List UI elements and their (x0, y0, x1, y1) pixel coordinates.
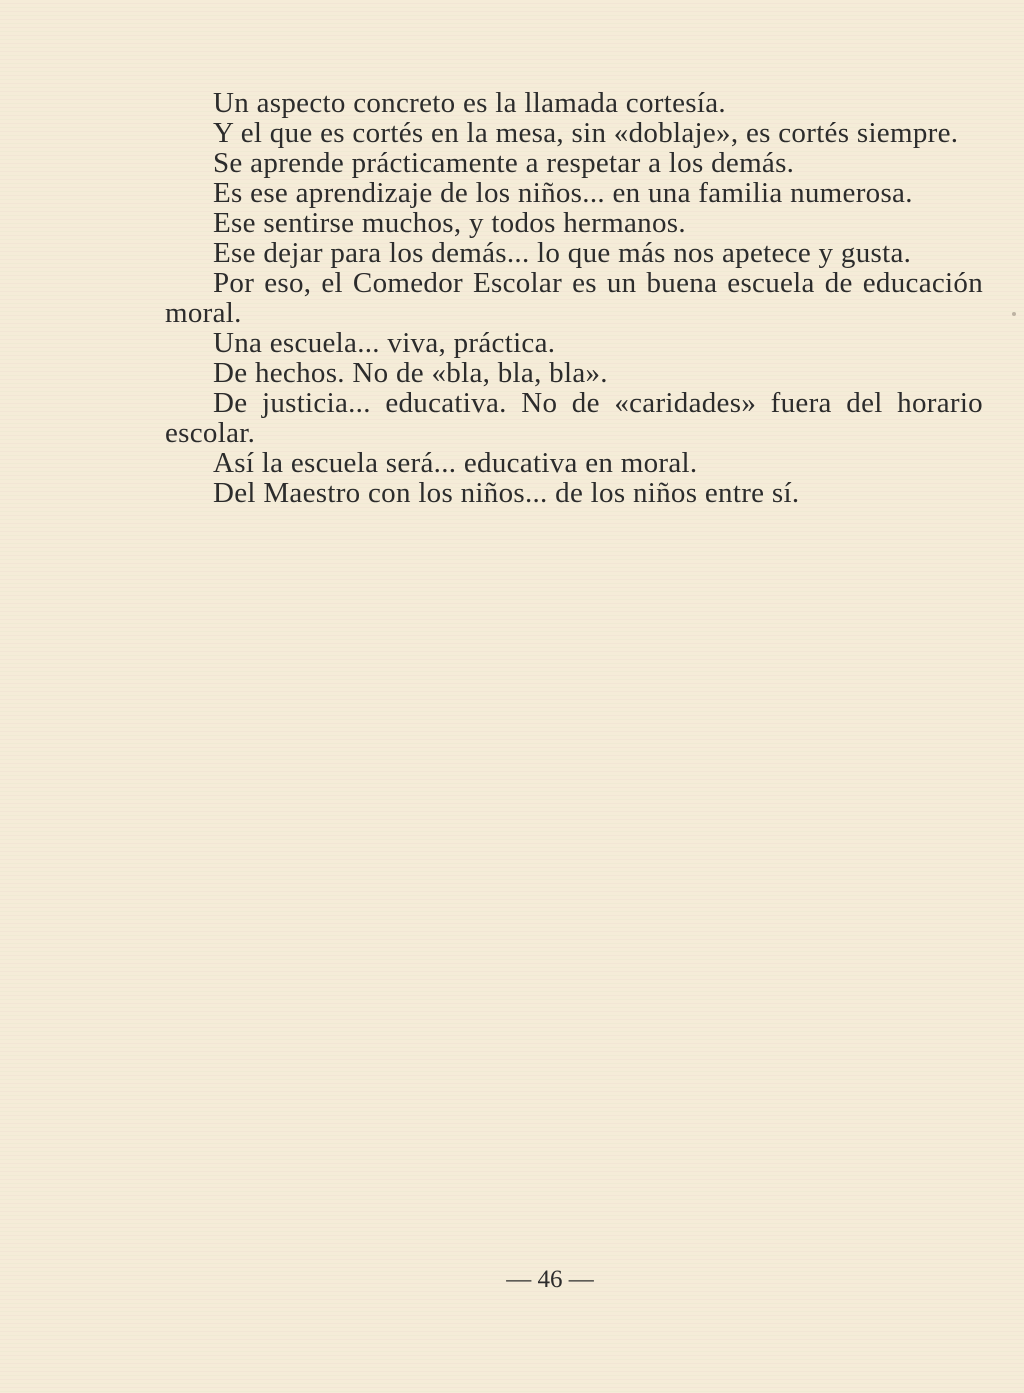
paragraph: Ese sentirse muchos, y todos hermanos. (213, 207, 686, 239)
paragraph: De justicia... educativa. No de «caridades» fuera del horario escolar. (165, 387, 983, 449)
paragraph: Un aspecto concreto es la llamada cortesía. (213, 87, 726, 119)
paragraph: Es ese aprendizaje de los niños... en una familia numerosa. (213, 177, 913, 209)
body-text (165, 88, 983, 508)
paragraph: Una escuela... viva, práctica. (213, 327, 556, 359)
paragraph: De hechos. No de «bla, bla, bla». (213, 357, 608, 389)
paragraph: Del Maestro con los niños... de los niños entre sí. (213, 477, 800, 509)
paragraph: Por eso, el Comedor Escolar es un buena escuela de educación moral. (165, 267, 983, 329)
paragraph: Y el que es cortés en la mesa, sin «doblaje», es cortés siempre. (213, 117, 959, 149)
paragraph: Así la escuela será... educativa en moral. (213, 447, 698, 479)
page-number: — 46 — (506, 1266, 594, 1293)
paragraph: Se aprende prácticamente a respetar a los demás. (213, 147, 795, 179)
paragraph: Ese dejar para los demás... lo que más nos apetece y gusta. (213, 237, 912, 269)
scan-speck (1012, 312, 1016, 316)
